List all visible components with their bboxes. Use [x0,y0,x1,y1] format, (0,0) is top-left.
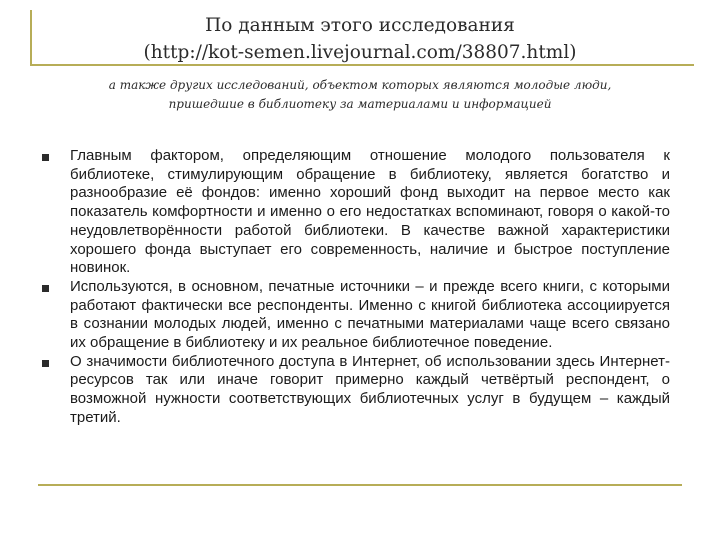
slide-title [40,12,680,66]
bullet-item-2 [0,278,720,353]
square-bullet-icon [42,285,49,292]
subtitle-line-1: а также других исследований, объектом которых являются молодые люди, [108,78,612,92]
title-vertical-rule [30,10,32,66]
title-line-1: По данным этого исследования [205,15,515,36]
bullet-text-1: Главным фактором, определяющим отношение молодого пользователя к библиотеке, стимулирующим обращение в библиотеку, является богатство и разнообразие её фондов: именно хороший фонд выходит на первое место как показатель комфортности и именно о его недостатках вспоминают, говоря о какой-то неудовлетворённости работой библиотеки. В качестве важной характеристики хорошего фонда выступает его современность, наличие и быстрое поступление новинок. [70,147,670,277]
bullet-item-1 [0,147,720,278]
bullet-list [0,147,720,428]
subtitle-line-2: пришедшие в библиотеку за материалами и информацией [168,97,552,111]
bullet-text-2: Используются, в основном, печатные источники – и прежде всего книги, с которыми работают фактически все респонденты. Именно с книгой библиотека ассоциируется в сознании молодых людей, именно с печатными материалами чаще всего связано их обращение в библиотеку и их реальное библиотечное поведение. [70,277,670,352]
bullet-text-3: О значимости библиотечного доступа в Интернет, об использовании здесь Интернет-ресурсов так или иначе говорит примерно каждый четвёртый респондент, о возможной нужности соответствующих библиотечных услуг в будущем – каждый третий. [70,352,670,426]
bullet-item-3 [0,353,720,428]
square-bullet-icon [42,360,49,367]
title-line-2: (http://kot-semen.livejournal.com/38807.html) [143,42,577,63]
footer-rule [38,484,682,486]
square-bullet-icon [42,154,49,161]
slide-subtitle [60,76,660,114]
